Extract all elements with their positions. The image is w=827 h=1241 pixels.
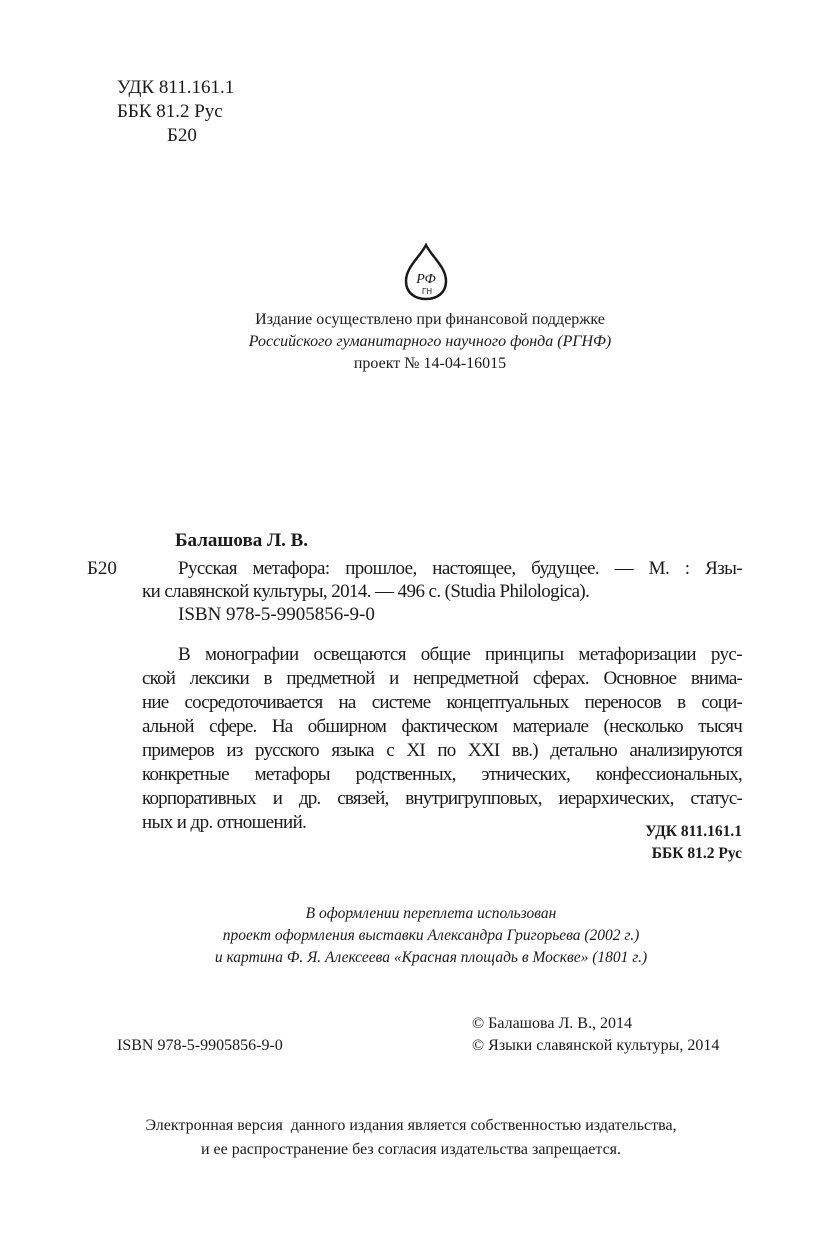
abstract-line: В монографии освещаются общие принципы метафоризации рус- bbox=[178, 644, 742, 665]
card-isbn: ISBN 978-5-9905856-9-0 bbox=[178, 604, 375, 625]
funding-project: проект № 14-04-16015 bbox=[353, 355, 507, 372]
copyright-author: © Балашова Л. В., 2014 bbox=[472, 1015, 632, 1032]
card-author: Балашова Л. В. bbox=[175, 530, 309, 551]
svg-text:ГН: ГН bbox=[421, 287, 433, 296]
abstract-line: альной сфере. На обширном фактическом материале (несколько тысяч bbox=[142, 716, 742, 737]
rgnf-logo-icon bbox=[402, 243, 450, 301]
abstract-line: ных и др. отношений. bbox=[142, 812, 307, 833]
abstract-line: ской лексики в предметной и непредметной сферах. Основное внима- bbox=[142, 668, 742, 689]
design-note-line: В оформлении переплета использован bbox=[305, 905, 557, 922]
abstract-line: ние сосредоточивается на системе концептуальных переносов в соци- bbox=[142, 692, 742, 713]
udk-code: УДК 811.161.1 bbox=[117, 77, 235, 98]
bbk-code: ББК 81.2 Рус bbox=[117, 101, 223, 122]
copyright-publisher: © Языки славянской культуры, 2014 bbox=[472, 1037, 720, 1054]
notice-line: Электронная версия данного издания является собственностью издательства, bbox=[145, 1117, 677, 1134]
funding-line-2: Российского гуманитарного научного фонда (РГНФ) bbox=[248, 333, 612, 350]
card-udk: УДК 811.161.1 bbox=[645, 823, 742, 840]
abstract-line: конкретные метафоры родственных, этнических, конфессиональных, bbox=[142, 764, 742, 785]
design-note-line: проект оформления выставки Александра Григорьева (2002 г.) bbox=[222, 927, 640, 944]
design-note-line: и картина Ф. Я. Алексеева «Красная площадь в Москве» (1801 г.) bbox=[214, 949, 648, 966]
svg-text:РФ: РФ bbox=[416, 272, 436, 287]
abstract-line: примеров из русского языка с XI по XXI вв.) детально анализируются bbox=[142, 740, 742, 761]
card-bbk: ББК 81.2 Рус bbox=[651, 845, 742, 862]
notice-line: и ее распространение без согласия издательства запрещается. bbox=[200, 1141, 622, 1158]
card-title-line: ки славянской культуры, 2014. — 496 с. (Studia Philologica). bbox=[142, 581, 590, 602]
card-title-line: Русская метафора: прошлое, настоящее, будущее. — М. : Язы- bbox=[178, 558, 742, 579]
abstract-line: корпоративных и др. связей, внутригрупповых, иерархических, статус- bbox=[142, 788, 742, 809]
author-mark: Б20 bbox=[167, 125, 197, 146]
funding-line-1: Издание осуществлено при финансовой поддержке bbox=[255, 311, 605, 328]
card-mark: Б20 bbox=[87, 558, 117, 579]
isbn: ISBN 978-5-9905856-9-0 bbox=[117, 1037, 283, 1054]
